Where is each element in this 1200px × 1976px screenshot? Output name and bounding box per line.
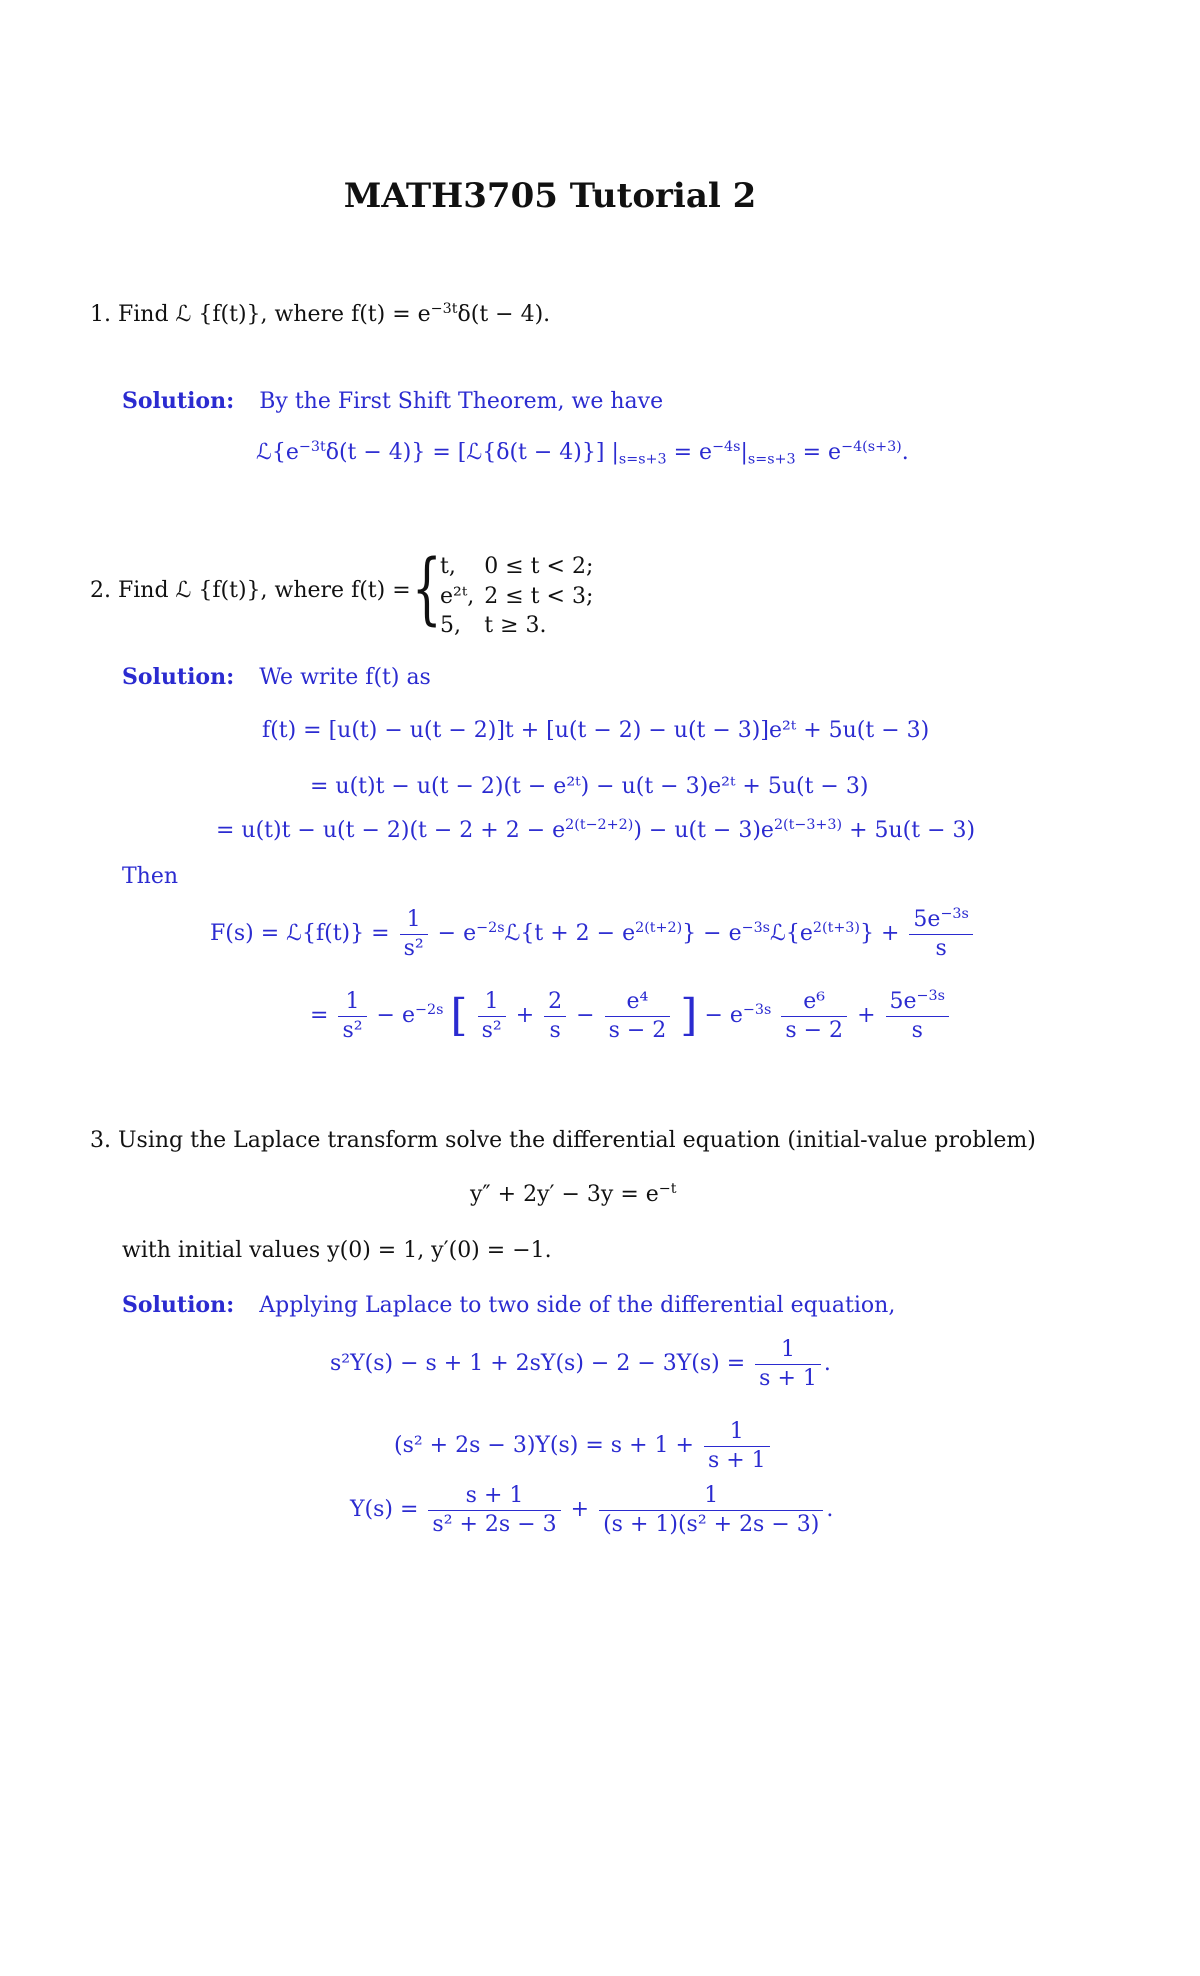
- question-number: 2.: [90, 578, 111, 603]
- initial-values: with initial values y(0) = 1, y′(0) = −1.: [122, 1238, 552, 1263]
- piecewise-cases: [440, 552, 603, 641]
- question-1: [90, 302, 550, 327]
- solution-3-eq-2: (s² + 2s − 3)Y(s) = s + 1 + $\frac{1}{s + 1}$: [394, 1418, 773, 1474]
- solution-1-equation: $ℒ\{e^{-3t}\delta(t - 4)\}$ = [ℒ{δ(t − 4)}] $|_{s=s+3} = e^{-4s}|_{s=s+3} = e^{-4(s+3)}$.: [256, 439, 909, 468]
- case-row: e²ᵗ, 2 ≤ t < 3;: [440, 583, 594, 609]
- solution-label: Solution:: [122, 388, 235, 414]
- solution-1-intro: [122, 388, 663, 414]
- solution-text: We write f(t) as: [259, 665, 431, 690]
- solution-text: Applying Laplace to two side of the differential equation,: [259, 1293, 896, 1318]
- case-row: t, 0 ≤ t < 2;: [440, 554, 594, 579]
- solution-2-line-2: = u(t)t − u(t − 2)(t − e²ᵗ) − u(t − 3)e²ᵗ + 5u(t − 3): [310, 774, 869, 799]
- solution-3-intro: [122, 1292, 895, 1318]
- differential-equation: $y'' + 2y' - 3y = e^{-t}$: [470, 1181, 677, 1207]
- solution-label: Solution:: [122, 664, 235, 690]
- solution-3-eq-1: s²Y(s) − s + 1 + 2sY(s) − 2 − 3Y(s) = $\frac{1}{s + 1}$ .: [330, 1337, 831, 1391]
- question-2: [90, 578, 411, 603]
- case-row: 5, t ≥ 3.: [440, 613, 547, 639]
- solution-2-line-1: f(t) = [u(t) − u(t − 2)]t + [u(t − 2) − u(t − 3)]e²ᵗ + 5u(t − 3): [262, 718, 930, 743]
- solution-text: By the First Shift Theorem, we have: [259, 389, 664, 414]
- page-title: MATH3705 Tutorial 2: [343, 176, 757, 216]
- question-text: Using the Laplace transform solve the differential equation (initial-value problem): [118, 1128, 1036, 1153]
- solution-2-intro: [122, 664, 431, 690]
- question-number: 1.: [90, 302, 111, 327]
- question-text: Find ℒ {f(t)}, where f(t) =: [118, 578, 411, 603]
- solution-3-eq-3: Y(s) = $\frac{s + 1}{\text{s² + 2s − 3}}$ + $\frac{1}{\text{(s + 1)(s² + 2s − 3)}}$ .: [350, 1483, 834, 1537]
- solution-2-transform-line-2: = $\frac{1}{\text{s²}}$ − $e^{-2s}$ [ $\frac{1}{\text{s²}}$ + $\frac{2}{s}$ − $\frac{\text{e⁴}}{s - 2}$ ] − $e^{-3s}$ $\frac{\text{e⁶}}{s - 2}$ + $\frac{5e^{-3s}}{s}$: [310, 988, 952, 1044]
- then-label: Then: [122, 864, 179, 889]
- solution-label: Solution:: [122, 1292, 235, 1318]
- question-text: Find ℒ {f(t)}, where $f(t) = e^{-3t}\delta(t - 4)$.: [118, 301, 551, 327]
- solution-2-transform-line-1: F(s) = ℒ{f(t)} = $\frac{1}{\text{s²}}$ − $e^{-2s}ℒ\{t + 2 - e^{2(t+2)}\}$ − $e^{-3s}ℒ\{e^{2(t+3)}\}$ + $\frac{5e^{-3s}}{s}$: [210, 906, 976, 962]
- piecewise-brace: {: [411, 544, 442, 634]
- question-number: 3.: [90, 1128, 111, 1153]
- question-3: [90, 1128, 1036, 1153]
- solution-2-line-3: = $u(t)t - u(t - 2)(t - 2 + 2 - e^{2(t-2+2)}) - u(t - 3)e^{2(t-3+3)} + 5u(t - 3)$: [216, 817, 976, 843]
